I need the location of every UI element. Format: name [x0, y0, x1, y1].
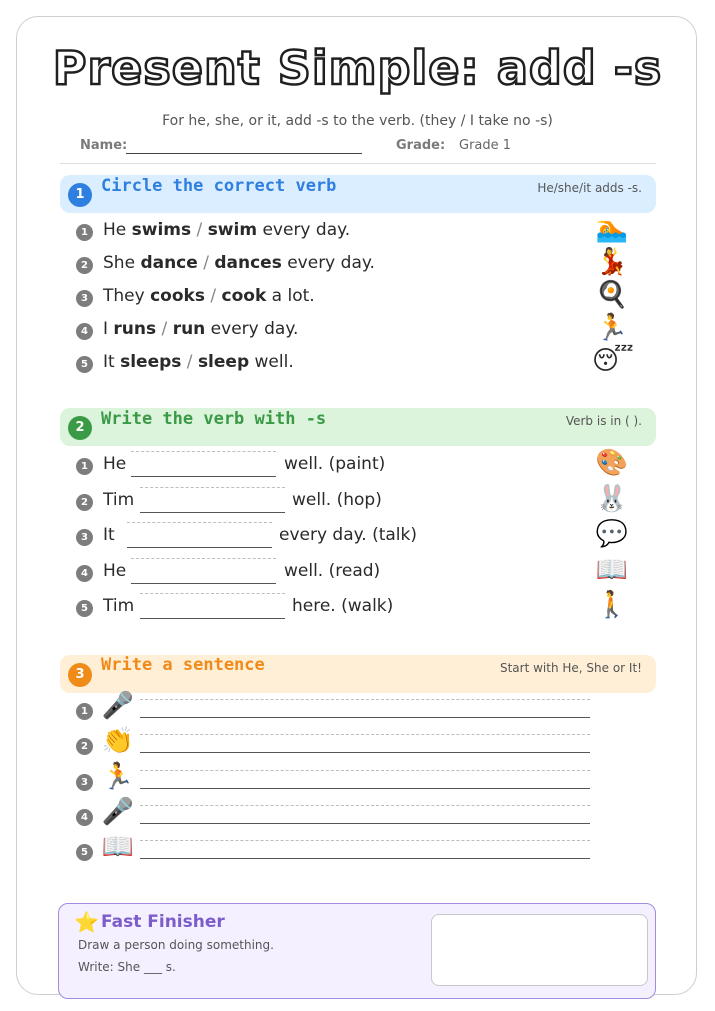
answer-line[interactable] — [140, 752, 590, 753]
answer-blank[interactable] — [131, 454, 276, 477]
item-number: 3 — [76, 290, 93, 307]
answer-line[interactable] — [140, 858, 590, 859]
sentence-end: well. — [249, 352, 294, 372]
verb-option-1[interactable]: runs — [113, 319, 157, 339]
sentence-end: a lot. — [266, 286, 315, 306]
rabbit-icon: 🐰 — [595, 483, 629, 514]
option-separator: / — [181, 352, 198, 372]
verb-option-1[interactable]: swims — [131, 220, 192, 240]
answer-line[interactable] — [140, 788, 590, 789]
sentence-subject: He — [103, 220, 132, 240]
item-number: 3 — [76, 529, 93, 546]
verb-option-2[interactable]: cook — [221, 286, 267, 306]
sentence-line — [103, 253, 375, 273]
verb-option-1[interactable]: sleeps — [120, 352, 182, 372]
section-3-number: 3 — [68, 663, 92, 687]
section-1-number: 1 — [68, 183, 92, 207]
sentence-subject: He — [103, 454, 127, 474]
sentence-subject: She — [103, 253, 141, 273]
sentence-end: every day. — [281, 253, 375, 273]
sentence-subject: I — [103, 319, 114, 339]
sentence-line — [103, 220, 350, 240]
sentence-subject: Tim — [103, 596, 135, 616]
frying-pan-icon: 🍳 — [595, 280, 629, 310]
section-2-number: 2 — [68, 416, 92, 440]
sentence-end: well. (paint) — [284, 454, 386, 474]
sentence-end: well. (hop) — [292, 489, 382, 510]
item-number: 2 — [76, 738, 93, 755]
verb-option-1[interactable]: cooks — [150, 286, 205, 306]
guide-line — [127, 522, 272, 523]
answer-blank[interactable] — [131, 561, 276, 584]
open-book-icon: 📖 — [101, 832, 135, 863]
item-number: 5 — [76, 356, 93, 373]
microphone-icon: 🎤 — [101, 691, 135, 721]
star-icon: ⭐ — [74, 910, 99, 934]
sentence-line — [103, 319, 298, 339]
page-title: Present Simple: add -s — [52, 41, 663, 95]
sentence-subject: It — [103, 352, 121, 372]
runner-icon: 🏃 — [595, 313, 629, 343]
guide-line — [131, 558, 276, 559]
section-3-title: Write a sentence — [101, 655, 265, 675]
runner-icon: 🏃 — [101, 761, 135, 792]
sentence-subject: Tim — [103, 489, 135, 510]
section-1-hint: He/she/it adds -s. — [537, 181, 642, 195]
guide-line — [140, 699, 590, 700]
guide-line — [140, 805, 590, 806]
guide-line — [140, 770, 590, 771]
microphone-icon: 🎤 — [101, 796, 135, 827]
dancer-icon: 💃 — [595, 247, 629, 277]
walker-icon: 🚶 — [595, 590, 629, 620]
sentence-end: every day. — [257, 220, 351, 240]
answer-blank[interactable] — [127, 525, 272, 548]
item-number: 1 — [76, 458, 93, 475]
sentence-subject: They — [103, 286, 151, 306]
sentence-line — [103, 352, 294, 372]
grade-label: Grade: — [396, 138, 446, 153]
item-number: 5 — [76, 600, 93, 617]
name-label: Name: — [80, 138, 128, 153]
sentence-subject: He — [103, 560, 127, 581]
item-number: 2 — [76, 494, 93, 511]
item-number: 1 — [76, 224, 93, 241]
answer-line[interactable] — [140, 717, 590, 718]
open-book-icon: 📖 — [595, 554, 629, 585]
header-divider — [60, 163, 656, 164]
grade-value: Grade 1 — [459, 138, 512, 153]
sentence-line — [103, 286, 315, 306]
option-separator: / — [204, 286, 222, 306]
verb-option-2[interactable]: swim — [207, 220, 258, 240]
option-separator: / — [197, 253, 215, 273]
guide-line — [140, 734, 590, 735]
answer-blank[interactable] — [140, 596, 285, 619]
section-2-hint: Verb is in ( ). — [565, 414, 642, 428]
palette-icon: 🎨 — [595, 448, 629, 478]
item-number: 1 — [76, 703, 93, 720]
option-separator: / — [191, 220, 208, 240]
page-subtitle: For he, she, or it, add -s to the verb. (they / I take no -s) — [162, 113, 553, 129]
item-number: 4 — [76, 565, 93, 582]
verb-option-1[interactable]: dance — [140, 253, 198, 273]
drawing-area[interactable] — [431, 914, 648, 986]
sentence-subject: It — [103, 525, 115, 545]
name-field[interactable] — [126, 139, 362, 154]
guide-line — [140, 593, 285, 594]
guide-line — [131, 451, 276, 452]
sentence-end: well. (read) — [284, 560, 381, 581]
fast-finisher-prompt: Write: She ___ s. — [78, 960, 176, 974]
item-number: 5 — [76, 844, 93, 861]
guide-line — [140, 487, 285, 488]
swimmer-icon: 🏊 — [595, 214, 629, 244]
section-3-hint: Start with He, She or It! — [499, 661, 642, 675]
section-1-title: Circle the correct verb — [101, 176, 337, 196]
item-number: 2 — [76, 257, 93, 274]
fast-finisher-instruction: Draw a person doing something. — [78, 938, 274, 952]
section-2-title: Write the verb with -s — [101, 409, 327, 429]
item-number: 4 — [76, 323, 93, 340]
item-number: 4 — [76, 809, 93, 826]
clapping-hands-icon: 👏 — [101, 726, 135, 757]
speech-bubble-icon: 💬 — [595, 519, 629, 549]
fast-finisher-title: Fast Finisher — [101, 912, 225, 932]
sentence-end: every day. (talk) — [279, 525, 418, 545]
item-number: 3 — [76, 774, 93, 791]
answer-line[interactable] — [140, 823, 590, 824]
sentence-end: every day. — [205, 319, 299, 339]
sleeping-face-icon: 😴 — [592, 346, 634, 376]
option-separator: / — [156, 319, 173, 339]
sentence-end: here. (walk) — [292, 596, 394, 616]
verb-option-2[interactable]: sleep — [197, 352, 250, 372]
guide-line — [140, 840, 590, 841]
verb-option-2[interactable]: dances — [214, 253, 282, 273]
answer-blank[interactable] — [140, 490, 285, 513]
verb-option-2[interactable]: run — [172, 319, 206, 339]
